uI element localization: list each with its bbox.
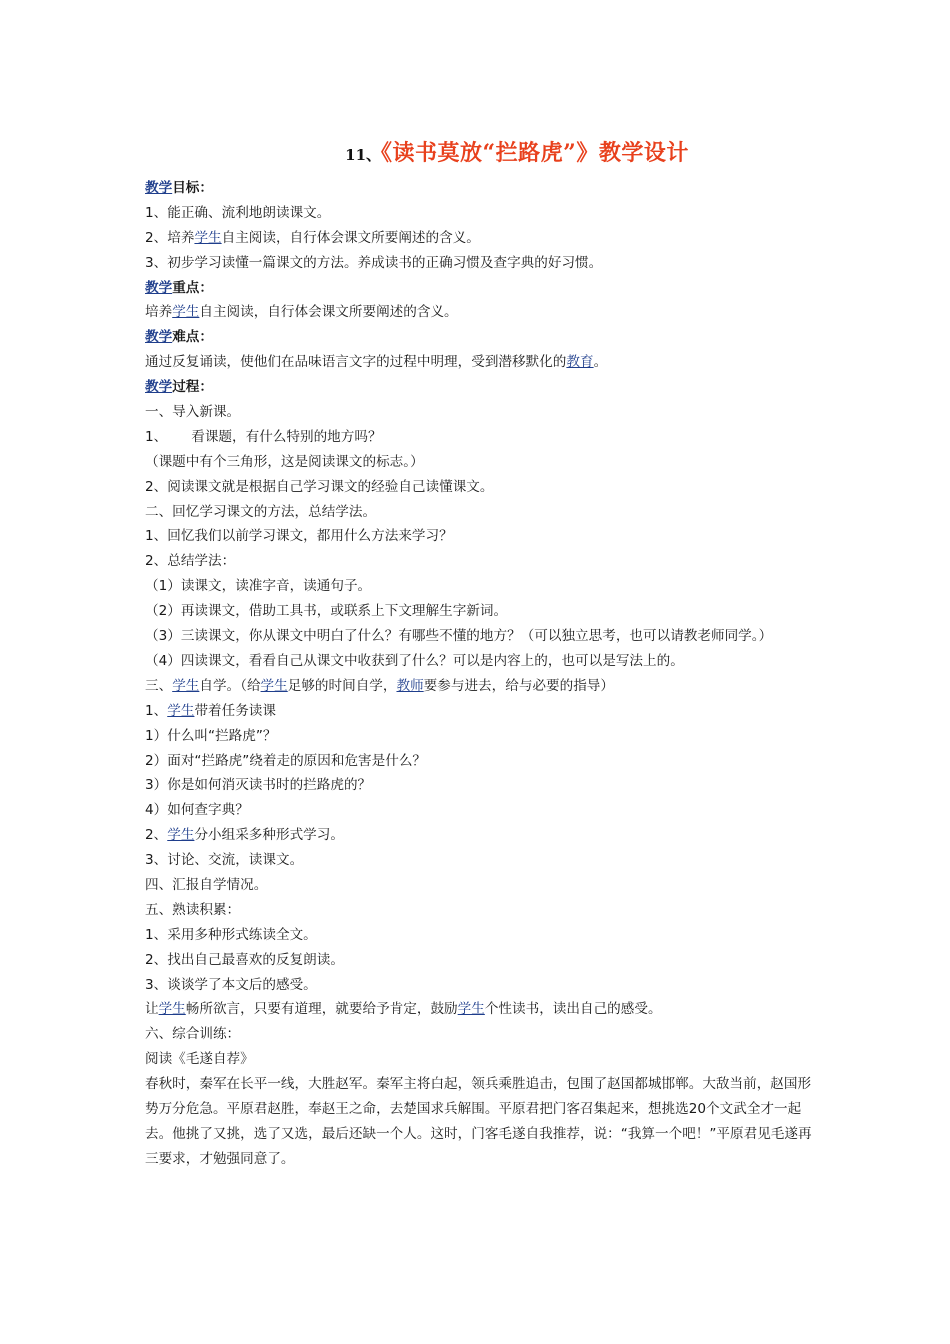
link-jiaoxue[interactable]: 教学 [145,180,173,196]
step-heading: 三、学生自学。（给学生足够的时间自学，教师要参与进去，给与必要的指导） [145,677,614,694]
question-item: 2）面对“拦路虎”绕着走的原因和危害是什么？ [145,752,427,769]
link-xuesheng[interactable]: 学生 [172,677,200,694]
link-xuesheng[interactable]: 学生 [457,1001,485,1018]
key-point-text: 培养学生自主阅读，自行体会课文所要阐述的含义。 [145,304,458,321]
link-jiaoxue[interactable]: 教学 [145,329,173,346]
link-jiaoxue[interactable]: 教学 [145,279,173,296]
step-item: 3、讨论、交流，读课文。 [145,852,304,869]
encouragement-text: 让学生畅所欲言，只要有道理，就要给予肯定，鼓励学生个性读书，读出自己的感受。 [145,1001,662,1018]
step-note: （课题中有个三角形，这是阅读课文的标志。） [145,453,424,470]
goal-item: 3、初步学习读懂一篇课文的方法。养成读书的正确习惯及查字典的好习惯。 [145,254,603,271]
document-title [0,136,950,167]
step-item: 1、采用多种形式练读全文。 [145,926,317,943]
title-text: 《读书莫放“拦路虎”》教学设计 [381,140,689,166]
method-item: （3）三读课文，你从课文中明白了什么？有哪些不懂的地方？（可以独立思考，也可以请教老师同学。） [145,628,773,645]
title-number: 11、 [345,146,382,164]
goal-item: 1、能正确、流利地朗读课文。 [145,204,331,221]
question-item: 4）如何查字典？ [145,802,249,819]
step-item: 1、 看课题，有什么特别的地方吗？ [145,428,382,445]
link-jiaoxue[interactable]: 教学 [145,379,173,396]
method-item: （4）四读课文，看看自己从课文中收获到了什么？可以是内容上的，也可以是写法上的。 [145,652,684,669]
method-item: （2）再读课文，借助工具书，或联系上下文理解生字新词。 [145,603,508,620]
link-jiaoyu[interactable]: 教育 [566,354,594,371]
section-heading-goals: 教学目标： [145,180,213,196]
section-heading-process: 教学过程： [145,379,213,396]
step-item: 1、学生带着任务读课 [145,702,276,719]
section-heading-key-points: 教学重点： [145,279,213,296]
step-item: 2、总结学法： [145,553,236,570]
step-heading: 二、回忆学习课文的方法，总结学法。 [145,503,377,520]
link-xuesheng[interactable]: 学生 [172,304,200,321]
method-item: （1）读课文，读准字音，读通句子。 [145,578,372,595]
link-xuesheng[interactable]: 学生 [167,827,195,844]
link-xuesheng[interactable]: 学生 [167,702,195,719]
document-body [145,176,815,1172]
step-item: 1、回忆我们以前学习课文，都用什么方法来学习？ [145,528,453,545]
step-heading: 六、综合训练： [145,1026,241,1043]
step-item: 2、阅读课文就是根据自己学习课文的经验自己读懂课文。 [145,478,494,495]
link-xuesheng[interactable]: 学生 [260,677,288,694]
step-heading: 五、熟读积累： [145,901,241,918]
link-jiaoshi[interactable]: 教师 [396,677,424,694]
difficulty-text: 通过反复诵读，使他们在品味语言文字的过程中明理，受到潜移默化的教育。 [145,354,608,371]
section-heading-difficulties: 教学难点： [145,329,213,346]
reading-title: 阅读《毛遂自荐》 [145,1051,254,1068]
step-heading: 四、汇报自学情况。 [145,876,268,893]
step-item: 2、学生分小组采多种形式学习。 [145,827,344,844]
step-item: 3、谈谈学了本文后的感受。 [145,976,317,993]
question-item: 3）你是如何消灭读书时的拦路虎的？ [145,777,372,794]
link-xuesheng[interactable]: 学生 [158,1001,186,1018]
story-paragraph: 春秋时，秦军在长平一线，大胜赵军。秦军主将白起，领兵乘胜追击，包围了赵国都城邯郸。大敌当前，赵国形势万分危急。平原君赵胜，奉赵王之命，去楚国求兵解围。平原君把门客召集起来，想挑选20个文武全才一起去。他挑了又挑，选了又选，最后还缺一个人。这时，门客毛遂自我推荐，说：“我算一个吧！”平原君见毛遂再三要求，才勉强同意了。 [145,1076,812,1167]
question-item: 1）什么叫“拦路虎”？ [145,727,277,744]
link-xuesheng[interactable]: 学生 [194,229,222,246]
step-item: 2、找出自己最喜欢的反复朗读。 [145,951,344,968]
step-heading: 一、导入新课。 [145,404,241,421]
goal-item: 2、培养学生自主阅读，自行体会课文所要阐述的含义。 [145,229,480,246]
